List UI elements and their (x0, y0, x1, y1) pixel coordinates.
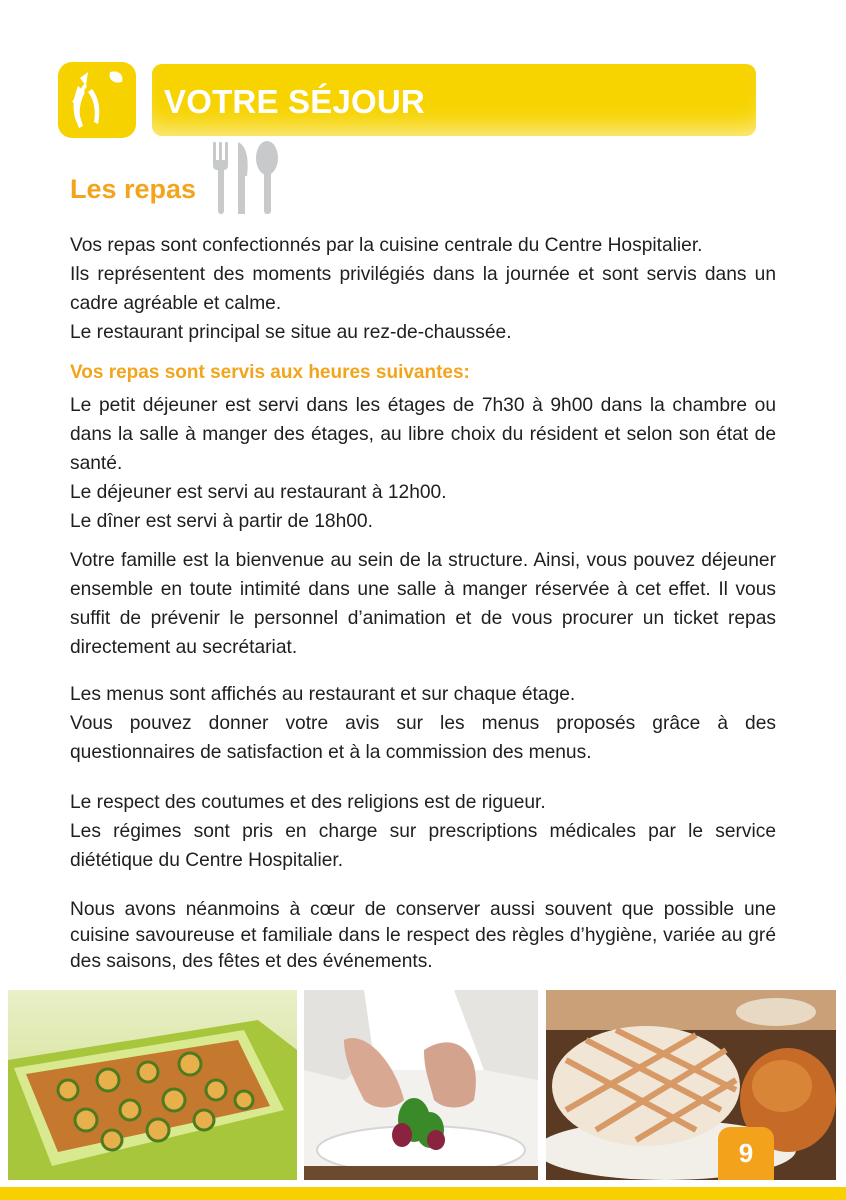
menus-line: Les menus sont affichés au restaurant et sur chaque étage. (70, 684, 576, 705)
brand-logo-icon (58, 62, 136, 138)
intro-paragraph (70, 231, 776, 347)
schedule-paragraph (70, 391, 776, 536)
schedule-line: Le dîner est servi à partir de 18h00. (70, 511, 373, 532)
footer-bar (0, 1187, 846, 1200)
intro-line: Ils représentent des moments privilégiés dans la journée et sont servis dans un cadre agréable et calme. (70, 264, 776, 314)
page-number: 9 (718, 1127, 774, 1180)
intro-line: Vos repas sont confectionnés par la cuisine centrale du Centre Hospitalier. (70, 235, 703, 256)
menus-paragraph (70, 680, 776, 767)
page-title: VOTRE SÉJOUR (164, 83, 425, 120)
schedule-line: Le petit déjeuner est servi dans les étages de 7h30 à 9h00 dans la chambre ou dans la salle à manger des étages, au libre choix du résident et selon son état de santé. (70, 395, 776, 474)
family-paragraph (70, 546, 776, 662)
customs-line: Les régimes sont pris en charge sur prescriptions médicales par le service diététique du Centre Hospitalier. (70, 821, 776, 871)
bread-photo (546, 990, 836, 1180)
schedule-line: Le déjeuner est servi au restaurant à 12h00. (70, 482, 447, 503)
customs-line: Le respect des coutumes et des religions est de rigueur. (70, 792, 546, 813)
intro-line: Le restaurant principal se situe au rez-de-chaussée. (70, 322, 512, 343)
family-text: Votre famille est la bienvenue au sein de la structure. Ainsi, vous pouvez déjeuner ensemble en toute intimité dans une salle à manger réservée à cet effet. Il vous suffit de prévenir le personnel d’animation et de vous procurer un ticket repas directement au secrétariat. (70, 550, 776, 658)
closing-text: Nous avons néanmoins à cœur de conserver aussi souvent que possible une cuisine savoureuse et familiale dans le respect des règles d’hygiène, variée au gré des saisons, des fêtes et des événements. (70, 899, 776, 972)
menus-line: Vous pouvez donner votre avis sur les menus proposés grâce à des questionnaires de satisfaction et à la commission des menus. (70, 713, 776, 763)
customs-paragraph (70, 788, 776, 875)
schedule-heading: Vos repas sont servis aux heures suivantes: (70, 362, 470, 383)
chef-salad-photo (304, 990, 538, 1180)
fork-knife-spoon-icon (209, 140, 281, 223)
section-title: Les repas (70, 174, 197, 204)
closing-paragraph (70, 897, 776, 975)
gratin-photo (8, 990, 297, 1180)
